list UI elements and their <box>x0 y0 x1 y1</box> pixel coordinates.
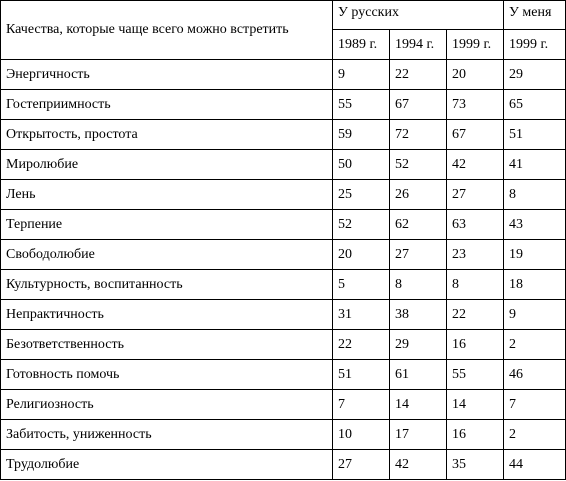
row-value: 2 <box>504 330 566 360</box>
header-year: 1999 г. <box>447 30 504 60</box>
row-value: 22 <box>333 330 390 360</box>
table-row <box>1 300 566 330</box>
row-value: 9 <box>333 60 390 90</box>
row-value: 2 <box>504 420 566 450</box>
row-label: Лень <box>1 180 333 210</box>
row-value: 55 <box>447 360 504 390</box>
table-body <box>1 60 566 480</box>
table-row <box>1 60 566 90</box>
row-value: 27 <box>333 450 390 480</box>
row-value: 5 <box>333 270 390 300</box>
row-value: 35 <box>447 450 504 480</box>
header-row-groups <box>1 1 566 30</box>
table-row <box>1 120 566 150</box>
row-value: 52 <box>390 150 447 180</box>
row-value: 29 <box>504 60 566 90</box>
row-value: 63 <box>447 210 504 240</box>
table-row <box>1 270 566 300</box>
row-value: 67 <box>447 120 504 150</box>
table-row <box>1 210 566 240</box>
row-value: 17 <box>390 420 447 450</box>
table-row <box>1 330 566 360</box>
row-value: 20 <box>333 240 390 270</box>
row-label: Культурность, воспитанность <box>1 270 333 300</box>
row-value: 72 <box>390 120 447 150</box>
row-label: Религиозность <box>1 390 333 420</box>
table-row <box>1 240 566 270</box>
row-label: Терпение <box>1 210 333 240</box>
table-header <box>1 1 566 60</box>
row-value: 14 <box>447 390 504 420</box>
header-year: 1999 г. <box>504 30 566 60</box>
row-value: 43 <box>504 210 566 240</box>
row-value: 7 <box>333 390 390 420</box>
table-row <box>1 360 566 390</box>
row-label: Гостеприимность <box>1 90 333 120</box>
table-row <box>1 420 566 450</box>
row-value: 42 <box>447 150 504 180</box>
table-row <box>1 90 566 120</box>
row-value: 26 <box>390 180 447 210</box>
row-label: Готовность помочь <box>1 360 333 390</box>
row-value: 38 <box>390 300 447 330</box>
table-row <box>1 150 566 180</box>
row-value: 27 <box>447 180 504 210</box>
row-value: 61 <box>390 360 447 390</box>
row-value: 8 <box>390 270 447 300</box>
row-value: 65 <box>504 90 566 120</box>
row-value: 31 <box>333 300 390 330</box>
row-value: 22 <box>447 300 504 330</box>
row-value: 62 <box>390 210 447 240</box>
row-value: 67 <box>390 90 447 120</box>
row-value: 44 <box>504 450 566 480</box>
table-row <box>1 450 566 480</box>
header-group-russians: У русских <box>333 1 504 30</box>
row-label: Забитость, униженность <box>1 420 333 450</box>
row-value: 16 <box>447 330 504 360</box>
row-value: 23 <box>447 240 504 270</box>
row-value: 27 <box>390 240 447 270</box>
header-group-me: У меня <box>504 1 566 30</box>
header-year: 1989 г. <box>333 30 390 60</box>
row-value: 46 <box>504 360 566 390</box>
row-value: 19 <box>504 240 566 270</box>
row-value: 7 <box>504 390 566 420</box>
row-value: 8 <box>447 270 504 300</box>
row-label: Миролюбие <box>1 150 333 180</box>
header-year: 1994 г. <box>390 30 447 60</box>
row-value: 41 <box>504 150 566 180</box>
row-value: 20 <box>447 60 504 90</box>
row-label: Энергичность <box>1 60 333 90</box>
row-value: 10 <box>333 420 390 450</box>
row-value: 29 <box>390 330 447 360</box>
row-value: 50 <box>333 150 390 180</box>
row-value: 9 <box>504 300 566 330</box>
row-value: 14 <box>390 390 447 420</box>
row-value: 42 <box>390 450 447 480</box>
row-label: Непрактичность <box>1 300 333 330</box>
row-label: Свободолюбие <box>1 240 333 270</box>
row-value: 8 <box>504 180 566 210</box>
row-label: Открытость, простота <box>1 120 333 150</box>
row-label: Трудолюбие <box>1 450 333 480</box>
row-value: 16 <box>447 420 504 450</box>
row-value: 18 <box>504 270 566 300</box>
row-value: 73 <box>447 90 504 120</box>
row-label: Безответственность <box>1 330 333 360</box>
table-row <box>1 180 566 210</box>
row-value: 25 <box>333 180 390 210</box>
row-value: 51 <box>504 120 566 150</box>
header-quality-label: Качества, которые чаще всего можно встретить <box>1 1 333 60</box>
row-value: 22 <box>390 60 447 90</box>
row-value: 55 <box>333 90 390 120</box>
row-value: 51 <box>333 360 390 390</box>
row-value: 59 <box>333 120 390 150</box>
row-value: 52 <box>333 210 390 240</box>
table-row <box>1 390 566 420</box>
